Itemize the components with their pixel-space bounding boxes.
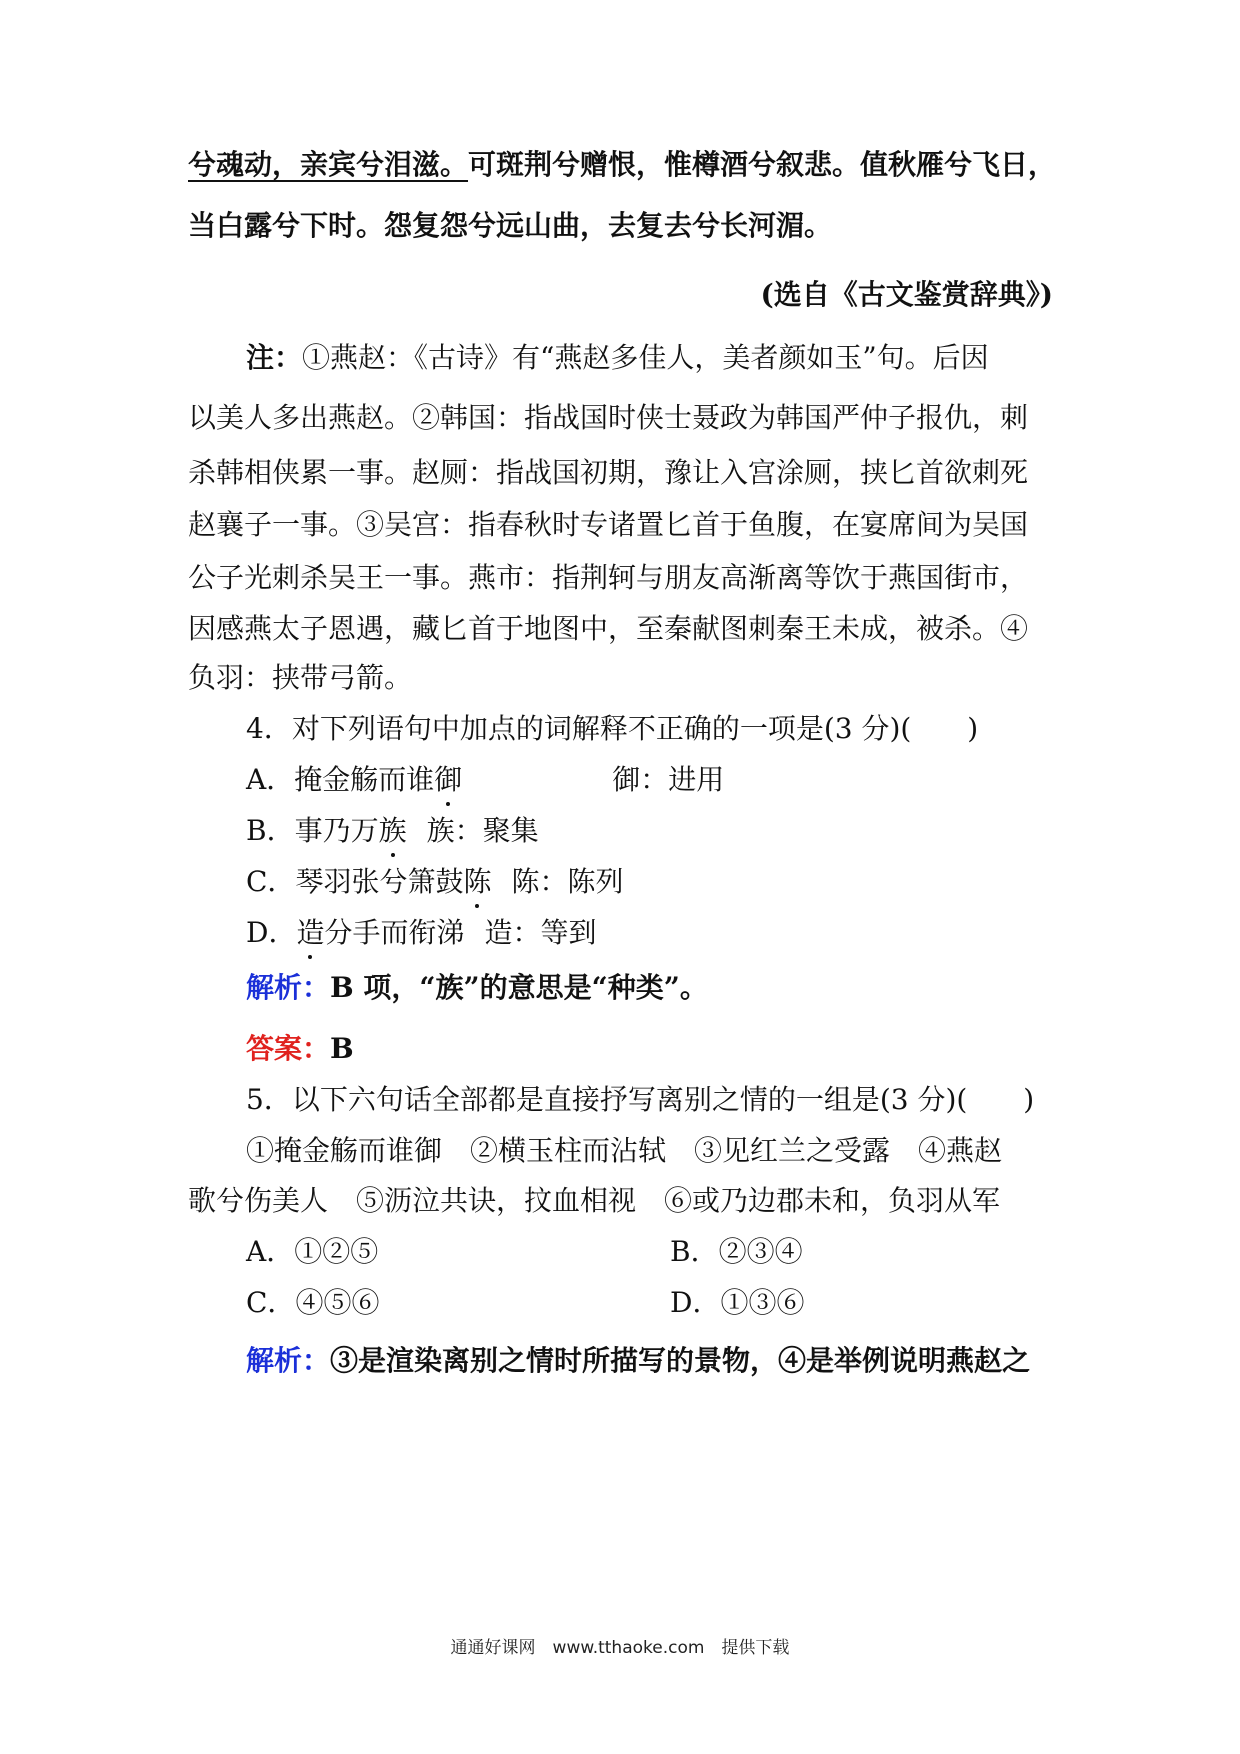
q5-stem: 5．以下六句话全部都是直接抒写离别之情的一组是(3 分)( ) (246, 1083, 1035, 1116)
q4-answer (246, 1031, 354, 1067)
q4-option-d-dotted-word: 造 (296, 916, 325, 949)
passage-underlined-text: 兮魂动，亲宾兮泪滋。 (188, 148, 469, 181)
q4-answer-text: B (330, 1032, 354, 1065)
q5-option-a-text: ①②⑤ (294, 1235, 379, 1268)
q4-option-a-before: 掩金觞而谁 (294, 763, 435, 796)
q5-options-row-2 (246, 1285, 379, 1321)
passage-line-1 (188, 147, 1056, 183)
q4-option-c (246, 864, 623, 900)
passage-line-1-rest: 可斑荆兮赠恨，惟樽酒兮叙悲。值秋雁兮飞日， (468, 148, 1057, 181)
q4-option-a-explain: 御：进用 (612, 763, 725, 796)
notes-text-1: ①燕赵：《古诗》有“燕赵多佳人，美者颜如玉”句。后因 (302, 341, 989, 374)
q5-option-b-letter: B． (670, 1235, 719, 1268)
notes-label: 注： (246, 341, 303, 374)
q4-option-b-letter: B． (246, 814, 295, 847)
q5-line-1: ①掩金觞而谁御 ②横玉柱而沾轼 ③见红兰之受露 ④燕赵 (246, 1134, 1003, 1167)
q4-option-a-dotted-word: 御 (434, 763, 463, 796)
q4-analysis (246, 970, 708, 1006)
notes-line-7: 负羽：挟带弓箭。 (188, 661, 413, 694)
notes-line-4: 赵襄子一事。③吴宫：指春秋时专诸置匕首于鱼腹，在宴席间为吴国 (188, 508, 1029, 541)
q4-option-a-letter: A． (246, 763, 295, 796)
notes-line-3: 杀韩相侠累一事。赵厕：指战国初期，豫让入宫涂厕，挟匕首欲刺死 (188, 456, 1029, 489)
q4-option-c-letter: C． (246, 865, 296, 898)
q4-option-c-explain: 陈：陈列 (511, 865, 624, 898)
q4-option-b (246, 813, 539, 849)
q4-option-d-letter: D． (246, 916, 297, 949)
q4-stem: 4．对下列语句中加点的词解释不正确的一项是(3 分)( ) (246, 712, 979, 745)
q4-option-c-before: 琴羽张兮箫鼓 (295, 865, 464, 898)
q5-options-row-1 (246, 1234, 378, 1270)
q4-option-b-dotted-word: 族 (378, 814, 407, 847)
q4-option-d-explain: 造：等到 (484, 916, 597, 949)
q5-analysis-text: ③是渲染离别之情时所描写的景物，④是举例说明燕赵之 (330, 1344, 1031, 1377)
q5-option-b (670, 1234, 803, 1270)
q4-option-a (246, 762, 724, 798)
q4-option-b-explain: 族：聚集 (426, 814, 539, 847)
q5-line-2: 歌兮伤美人 ⑤沥泣共诀，抆血相视 ⑥或乃边郡未和，负羽从军 (188, 1184, 1001, 1217)
q5-option-c-text: ④⑤⑥ (295, 1286, 380, 1319)
q5-option-c-letter: C． (246, 1286, 296, 1319)
notes-line-2: 以美人多出燕赵。②韩国：指战国时侠士聂政为韩国严仲子报仇，刺 (188, 401, 1029, 434)
q5-analysis-label: 解析： (246, 1344, 331, 1377)
q4-option-d-after: 分手而衔涕 (324, 916, 465, 949)
q5-analysis (246, 1343, 1030, 1379)
notes-line-5: 公子光刺杀吴王一事。燕市：指荆轲与朋友高渐离等饮于燕国街市， (188, 561, 1029, 594)
q5-option-d (670, 1285, 804, 1321)
q4-option-b-before: 事乃万 (294, 814, 379, 847)
q4-answer-label: 答案： (246, 1032, 331, 1065)
notes-line-6: 因感燕太子恩遇，藏匕首于地图中，至秦献图刺秦王未成，被杀。④ (188, 612, 1029, 645)
q4-option-d (246, 915, 597, 951)
q5-option-d-letter: D． (670, 1286, 721, 1319)
q4-analysis-label: 解析： (246, 971, 331, 1004)
passage-source: (选自《古文鉴赏辞典》) (760, 278, 1053, 311)
q5-option-a-letter: A． (246, 1235, 295, 1268)
q5-option-d-text: ①③⑥ (720, 1286, 805, 1319)
q5-option-b-text: ②③④ (718, 1235, 803, 1268)
q4-option-c-dotted-word: 陈 (463, 865, 492, 898)
passage-line-2: 当白露兮下时。怨复怨兮远山曲，去复去兮长河湄。 (188, 209, 833, 242)
q4-analysis-text: B 项，“族”的意思是“种类”。 (330, 971, 708, 1004)
notes-line-1 (246, 340, 989, 376)
page-footer: 通通好课网 www.tthaoke.com 提供下载 (450, 1638, 790, 1658)
